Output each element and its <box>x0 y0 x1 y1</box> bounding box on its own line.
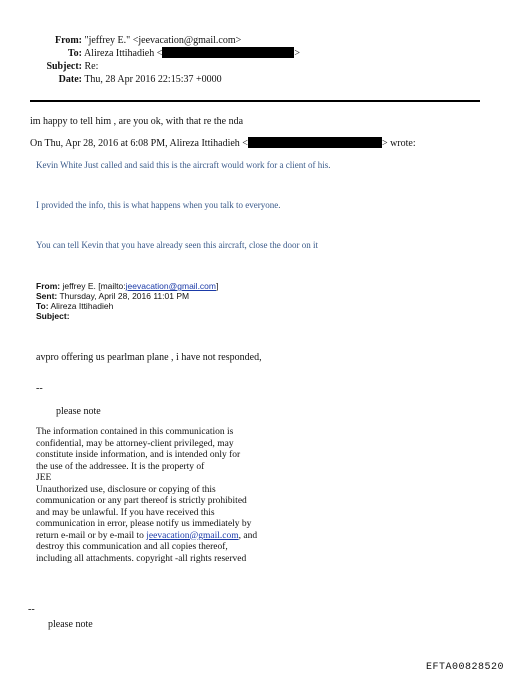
disclaimer-line: Unauthorized use, disclosure or copying of this <box>36 484 216 495</box>
quoted-line: Kevin White Just called and said this is the aircraft would work for a client of his. <box>36 160 331 170</box>
disclaimer-line: the use of the addressee. It is the property of <box>36 461 205 472</box>
disclaimer-line <box>36 531 296 543</box>
forward-to <box>36 301 113 312</box>
forward-from-tail: ] <box>216 281 219 291</box>
forward-sent <box>36 291 189 302</box>
document-id: EFTA00828520 <box>425 662 504 673</box>
quoted-line: I provided the info, this is what happens when you talk to everyone. <box>36 200 281 210</box>
forward-sent-label: Sent: <box>36 291 58 301</box>
disclaimer-line: and may be unlawful. If you have received this <box>36 507 215 518</box>
subject-value: Re: <box>84 61 99 72</box>
to-tail: > <box>294 48 300 59</box>
disclaimer-email-link[interactable]: jeevacation@gmail.com <box>146 530 239 541</box>
reply-text: im happy to tell him , are you ok, with that re the nda <box>30 116 244 127</box>
to-value: Alireza Ittihadieh < <box>83 48 163 59</box>
quote-intro-text: On Thu, Apr 28, 2016 at 6:08 PM, Alireza Ittihadieh < <box>30 138 248 149</box>
disclaimer-text: return e-mail or by e-mail to <box>36 530 147 541</box>
quoted-line: You can tell Kevin that you have already seen this aircraft, close the door on it <box>36 240 319 250</box>
disclaimer-line: communication in error, please notify us immediately by <box>36 519 252 529</box>
forward-body: avpro offering us pearlman plane , i have not responded, <box>36 352 262 363</box>
disclaimer-line: confidential, may be attorney-client privileged, may <box>36 438 234 449</box>
forward-subject-label: Subject: <box>36 311 70 321</box>
to-label: To: <box>67 48 82 59</box>
redaction-block <box>248 137 382 148</box>
from-value: "jeffrey E." <jeevacation@gmail.com> <box>84 35 242 46</box>
forward-email-link[interactable]: jeevacation@gmail.com <box>125 281 216 291</box>
forward-from-label: From: <box>36 281 61 291</box>
disclaimer-line: including all attachments. copyright -all rights reserved <box>36 553 247 564</box>
redaction-block <box>162 47 294 58</box>
quote-intro-tail: > wrote: <box>381 138 416 149</box>
email-header-date <box>44 73 222 86</box>
email-header-subject <box>26 60 98 73</box>
date-value: Thu, 28 Apr 2016 22:15:37 +0000 <box>84 74 222 85</box>
disclaimer-line: The information contained in this communication is <box>36 427 234 437</box>
forward-from <box>36 281 218 292</box>
signature-dashes-2: -- <box>28 604 35 615</box>
forward-to-value: Alireza Ittihadieh <box>50 301 114 311</box>
please-note: please note <box>56 406 101 417</box>
email-header-from <box>44 34 241 47</box>
quote-intro <box>30 137 416 150</box>
signature-dashes: -- <box>36 383 43 394</box>
forward-sent-value: Thursday, April 28, 2016 11:01 PM <box>59 291 190 301</box>
forward-subject <box>36 311 70 322</box>
disclaimer-text: , and <box>238 530 258 541</box>
disclaimer-line: destroy this communication and all copies thereof, <box>36 542 228 552</box>
from-label: From: <box>54 35 82 46</box>
subject-label: Subject: <box>46 61 82 72</box>
header-divider <box>30 100 480 102</box>
disclaimer-line: constitute inside information, and is intended only for <box>36 450 241 460</box>
forward-to-label: To: <box>36 301 49 311</box>
email-header-to <box>44 47 300 60</box>
date-label: Date: <box>58 74 82 85</box>
disclaimer-line: communication or any part thereof is strictly prohibited <box>36 496 247 506</box>
forward-from-value: jeffrey E. [mailto: <box>62 281 126 291</box>
disclaimer <box>36 427 296 565</box>
please-note-2: please note <box>48 619 93 630</box>
disclaimer-line: JEE <box>36 473 52 483</box>
